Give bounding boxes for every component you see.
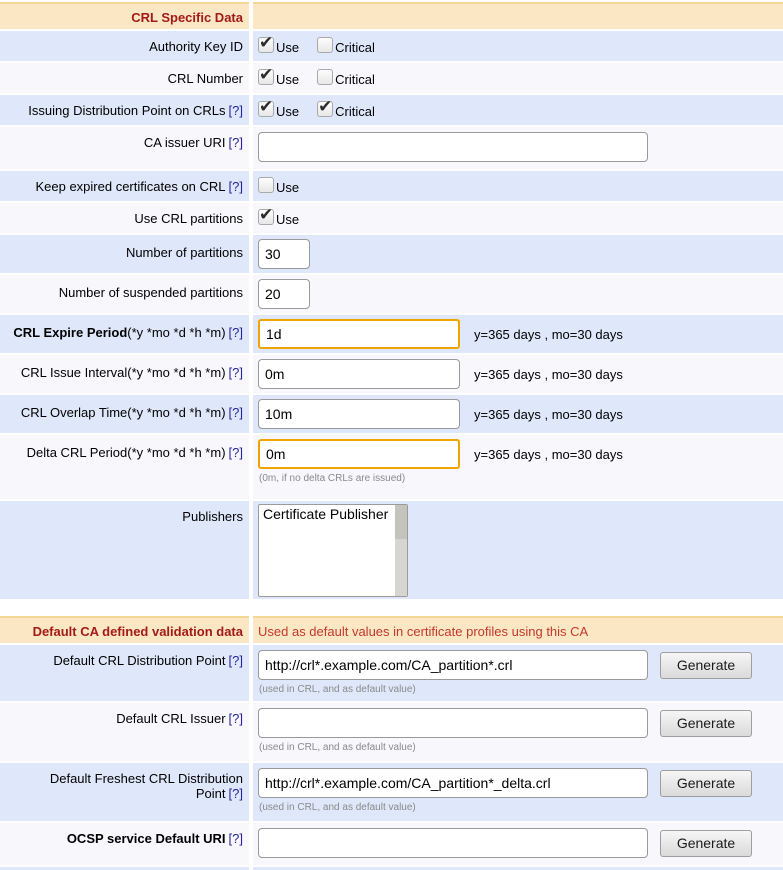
ca-issuer-uri-input[interactable]	[258, 132, 648, 162]
default-crl-issuer-input[interactable]	[258, 708, 648, 738]
row-crl-overlap-time	[0, 395, 783, 433]
row-label: Number of partitions	[125, 245, 243, 260]
delta-crl-period-input[interactable]	[258, 439, 460, 469]
row-label: Publishers	[182, 509, 243, 524]
row-authority-key-id	[0, 31, 783, 61]
row-ca-issuer-uri	[0, 127, 783, 169]
row-label: OCSP service Default URI	[66, 831, 226, 846]
section-title: CRL Specific Data	[131, 10, 243, 25]
row-number-of-partitions	[0, 235, 783, 273]
help-link[interactable]: [?]	[228, 179, 243, 194]
row-label-bold: CRL Expire Period	[13, 325, 128, 340]
help-link[interactable]: [?]	[228, 135, 243, 150]
row-label: Authority Key ID	[149, 39, 243, 54]
checkbox-label: Use	[276, 212, 300, 227]
help-link[interactable]: [?]	[228, 405, 243, 420]
row-label: Default Freshest CRL Distribution Point	[49, 771, 243, 801]
help-link[interactable]: [?]	[228, 831, 243, 846]
section-header-crl-specific-data	[0, 2, 783, 29]
idp-critical-checkbox[interactable]	[317, 101, 375, 119]
default-value-note: (used in CRL, and as default value)	[259, 802, 416, 813]
help-link[interactable]: [?]	[228, 365, 243, 380]
checkbox-checked-icon	[317, 101, 333, 117]
generate-button[interactable]: Generate	[660, 652, 752, 679]
row-label: CRL Issue Interval(*y *mo *d *h *m)	[20, 365, 226, 380]
help-link[interactable]: [?]	[228, 711, 243, 726]
checkbox-label: Use	[276, 180, 300, 195]
help-link[interactable]: [?]	[228, 103, 243, 118]
row-label: Keep expired certificates on CRL	[35, 179, 226, 194]
row-label: Default CRL Issuer	[116, 711, 226, 726]
row-label: Delta CRL Period(*y *mo *d *h *m)	[26, 445, 226, 460]
period-hint: y=365 days , mo=30 days	[474, 366, 623, 382]
crl-number-use-checkbox[interactable]	[258, 69, 299, 87]
checkbox-label: Critical	[335, 72, 375, 87]
checkbox-checked-icon	[258, 69, 274, 85]
idp-use-checkbox[interactable]	[258, 101, 299, 119]
crl-number-critical-checkbox[interactable]	[317, 69, 375, 87]
row-label: CRL Overlap Time(*y *mo *d *h *m)	[20, 405, 226, 420]
crl-issue-interval-input[interactable]	[258, 359, 460, 389]
section-header-default-validation-data	[0, 616, 783, 643]
row-label: Default CRL Distribution Point	[53, 653, 226, 668]
publishers-listbox[interactable]	[258, 504, 408, 597]
generate-button[interactable]: Generate	[660, 770, 752, 797]
row-label: CA issuer URI	[143, 135, 226, 150]
listbox-scrollbar[interactable]	[395, 505, 407, 596]
default-value-note: (used in CRL, and as default value)	[259, 684, 416, 695]
row-crl-number	[0, 63, 783, 93]
row-default-freshest-crl-dp	[0, 763, 783, 821]
help-link[interactable]: [?]	[228, 325, 243, 340]
row-number-of-suspended-partitions	[0, 275, 783, 313]
row-crl-expire-period	[0, 315, 783, 353]
checkbox-label: Use	[276, 40, 300, 55]
checkbox-label: Use	[276, 104, 300, 119]
row-label: Number of suspended partitions	[58, 285, 243, 300]
checkbox-checked-icon	[258, 101, 274, 117]
delta-crl-note: (0m, if no delta CRLs are issued)	[259, 473, 406, 484]
help-link[interactable]: [?]	[228, 786, 243, 801]
checkbox-label: Critical	[335, 40, 375, 55]
row-default-crl-issuer	[0, 703, 783, 761]
row-label: Use CRL partitions	[134, 211, 243, 226]
authority-key-id-use-checkbox[interactable]	[258, 37, 299, 55]
row-label: CRL Number	[167, 71, 243, 86]
checkbox-unchecked-icon	[258, 177, 274, 193]
row-use-crl-partitions	[0, 203, 783, 233]
default-crl-dp-input[interactable]	[258, 650, 648, 680]
number-of-partitions-input[interactable]	[258, 239, 310, 269]
checkbox-unchecked-icon	[317, 69, 333, 85]
section-subtitle: Used as default values in certificate profiles using this CA	[253, 616, 783, 643]
row-keep-expired-certificates	[0, 171, 783, 201]
keep-expired-use-checkbox[interactable]	[258, 177, 299, 195]
default-freshest-crl-dp-input[interactable]	[258, 768, 648, 798]
row-publishers	[0, 501, 783, 599]
number-of-suspended-partitions-input[interactable]	[258, 279, 310, 309]
row-default-crl-distribution-point	[0, 645, 783, 701]
generate-button[interactable]: Generate	[660, 710, 752, 737]
checkbox-unchecked-icon	[317, 37, 333, 53]
section-title: Default CA defined validation data	[32, 624, 243, 639]
help-link[interactable]: [?]	[228, 445, 243, 460]
authority-key-id-critical-checkbox[interactable]	[317, 37, 375, 55]
crl-expire-period-input[interactable]	[258, 319, 460, 349]
checkbox-checked-icon	[258, 37, 274, 53]
period-hint: y=365 days , mo=30 days	[474, 446, 623, 462]
checkbox-label: Use	[276, 72, 300, 87]
scrollbar-thumb[interactable]	[395, 505, 407, 539]
period-hint: y=365 days , mo=30 days	[474, 406, 623, 422]
row-delta-crl-period	[0, 435, 783, 499]
generate-button[interactable]: Generate	[660, 830, 752, 857]
row-issuing-distribution-point	[0, 95, 783, 125]
use-partitions-checkbox[interactable]	[258, 209, 299, 227]
help-link[interactable]: [?]	[228, 653, 243, 668]
publishers-option[interactable]: Certificate Publisher	[263, 506, 389, 522]
crl-overlap-time-input[interactable]	[258, 399, 460, 429]
checkbox-checked-icon	[258, 209, 274, 225]
row-label: Issuing Distribution Point on CRLs	[28, 103, 226, 118]
section-gap	[0, 601, 783, 616]
row-crl-issue-interval	[0, 355, 783, 393]
default-value-note: (used in CRL, and as default value)	[259, 742, 416, 753]
checkbox-label: Critical	[335, 104, 375, 119]
row-ocsp-service-default-uri	[0, 823, 783, 865]
row-label-rest: (*y *mo *d *h *m)	[127, 325, 226, 340]
period-hint: y=365 days , mo=30 days	[474, 326, 623, 342]
ocsp-default-uri-input[interactable]	[258, 828, 648, 858]
